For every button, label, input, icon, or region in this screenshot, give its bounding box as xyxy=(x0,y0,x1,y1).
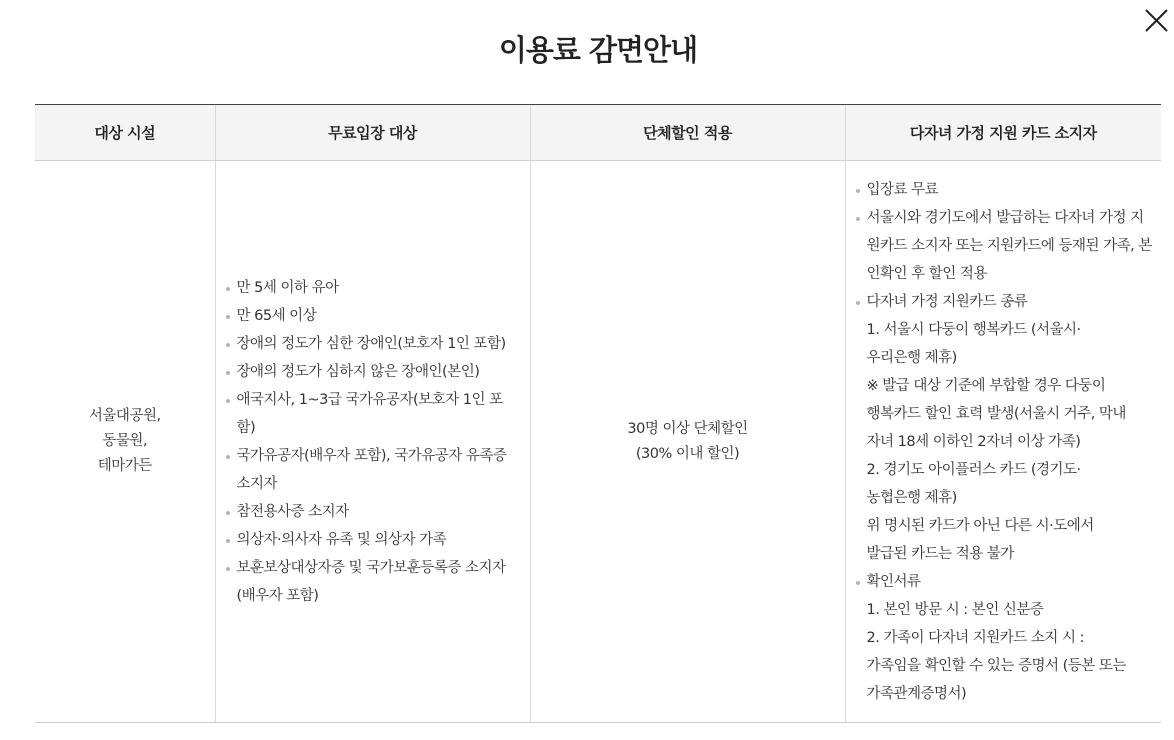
header-free-entry: 무료입장 대상 xyxy=(215,105,530,161)
facility-line: 테마가든 xyxy=(97,458,152,474)
group-discount-cell xyxy=(530,161,845,723)
facility-line: 동물원, xyxy=(102,433,148,449)
free-entry-list xyxy=(216,274,530,610)
multichild-card-cell xyxy=(845,161,1161,723)
card-type-line: 2. 경기도 아이플러스 카드 (경기도· xyxy=(866,461,1081,478)
list-item: 확인서류 xyxy=(856,568,1154,596)
card-type-line: 농협은행 제휴) xyxy=(866,489,957,506)
documents-list xyxy=(856,568,1154,596)
header-facility: 대상 시설 xyxy=(35,105,215,161)
list-item: 입장료 무료 xyxy=(856,176,1154,204)
close-icon xyxy=(1140,4,1172,36)
card-type-line: 1. 서울시 다둥이 행복카드 (서울시· xyxy=(866,321,1081,338)
list-item: 만 5세 이하 유아 xyxy=(226,274,516,302)
header-multichild-card: 다자녀 가정 지원 카드 소지자 xyxy=(845,105,1161,161)
facility-cell xyxy=(35,161,215,723)
list-item: 장애의 정도가 심하지 않은 장애인(본인) xyxy=(226,358,516,386)
card-type-line: 발급된 카드는 적용 불가 xyxy=(866,545,1014,562)
free-entry-cell xyxy=(215,161,530,723)
multichild-card-list xyxy=(856,176,1154,316)
table-header-row xyxy=(35,105,1161,161)
list-item: 서울시와 경기도에서 발급하는 다자녀 가정 지원카드 소지자 또는 지원카드에 등재된 가족, 본인확인 후 할인 적용 xyxy=(856,204,1154,288)
fee-reduction-table xyxy=(35,104,1161,723)
card-type-line: 우리은행 제휴) xyxy=(866,349,957,366)
modal-title: 이용료 감면안내 xyxy=(498,33,698,67)
facility-line: 서울대공원, xyxy=(88,408,161,424)
group-discount-line: 30명 이상 단체할인 xyxy=(627,420,748,437)
card-type-line: 자녀 18세 이하인 2자녀 이상 가족) xyxy=(866,433,1081,450)
document-line: 1. 본인 방문 시 : 본인 신분증 xyxy=(866,601,1044,618)
card-types-heading: 다자녀 가정 지원카드 종류 xyxy=(866,293,1028,310)
document-line: 가족임을 확인할 수 있는 증명서 (등본 또는 xyxy=(866,657,1126,674)
document-line: 2. 가족이 다자녀 지원카드 소지 시 : xyxy=(866,629,1084,646)
list-item xyxy=(856,288,1154,316)
group-discount-line: (30% 이내 할인) xyxy=(635,445,740,462)
close-button[interactable] xyxy=(1140,4,1172,36)
card-type-line: ※ 발급 대상 기준에 부합할 경우 다둥이 xyxy=(866,377,1106,394)
card-type-line: 위 명시된 카드가 아닌 다른 시·도에서 xyxy=(866,517,1094,534)
document-line: 가족관계증명서) xyxy=(866,685,967,702)
list-item: 장애의 정도가 심한 장애인(보호자 1인 포함) xyxy=(226,330,516,358)
list-item: 참전용사증 소지자 xyxy=(226,498,516,526)
list-item: 애국지사, 1~3급 국가유공자(보호자 1인 포함) xyxy=(226,386,516,442)
header-group-discount: 단체할인 적용 xyxy=(530,105,845,161)
list-item: 국가유공자(배우자 포함), 국가유공자 유족증 소지자 xyxy=(226,442,516,498)
list-item: 만 65세 이상 xyxy=(226,302,516,330)
card-type-line: 행복카드 할인 효력 발생(서울시 거주, 막내 xyxy=(866,405,1126,422)
list-item: 보훈보상대상자증 및 국가보훈등록증 소지자(배우자 포함) xyxy=(226,554,516,610)
list-item: 의상자·의사자 유족 및 의상자 가족 xyxy=(226,526,516,554)
table-row xyxy=(35,161,1161,723)
